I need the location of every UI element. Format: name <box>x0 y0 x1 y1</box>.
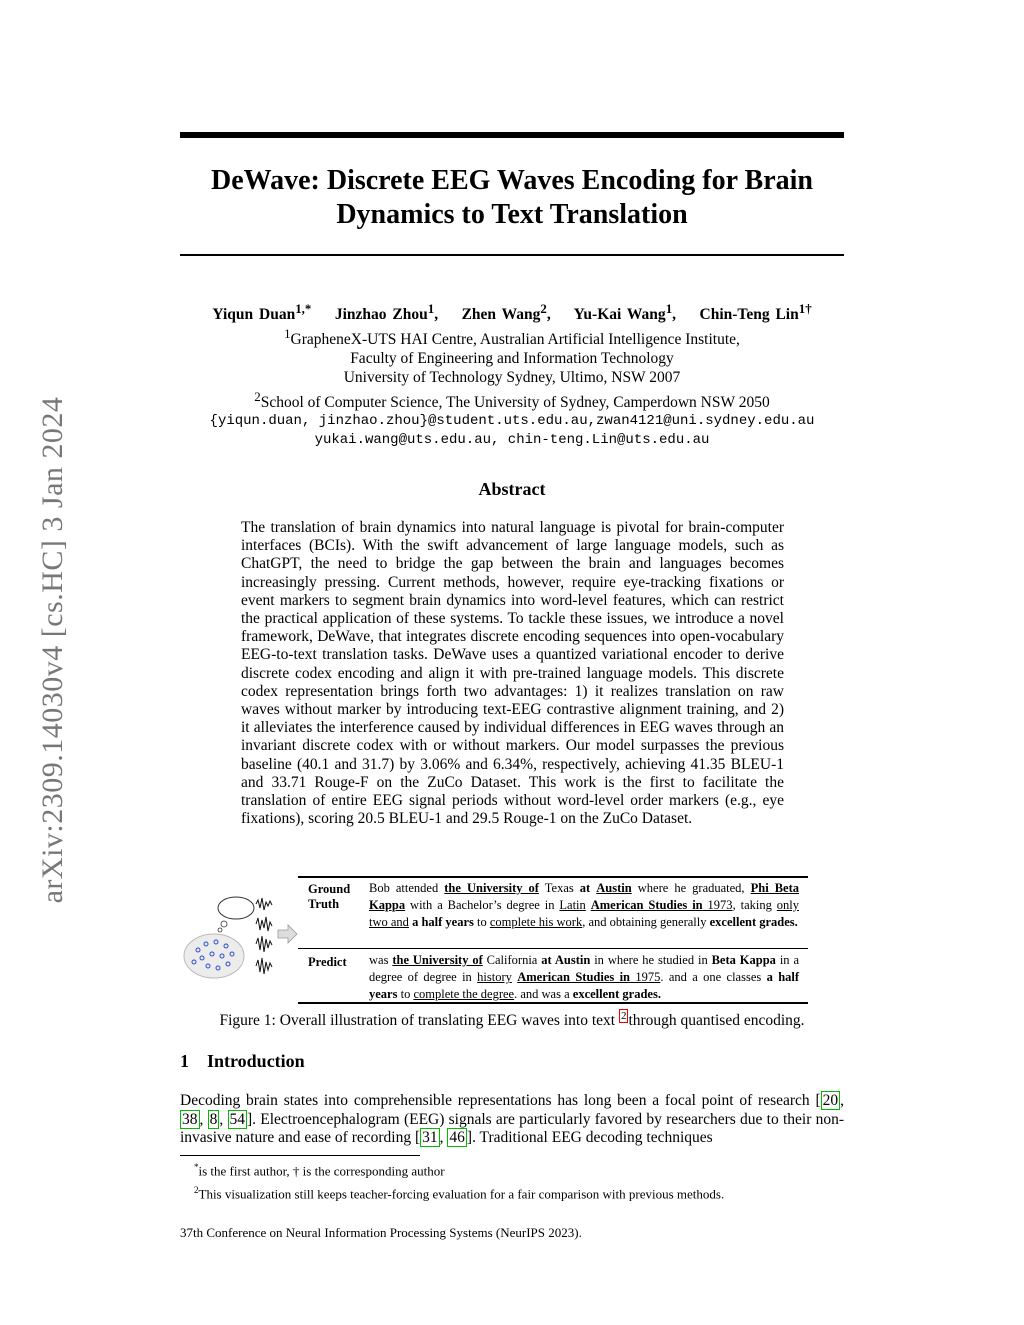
predict-label: Predict <box>308 955 347 969</box>
affiliation-1c: University of Technology Sydney, Ultimo, NSW 2007 <box>343 369 681 387</box>
author-affil-mark: 1,* <box>295 301 312 316</box>
arxiv-identifier: arXiv:2309.14030v4 [cs.HC] 3 Jan 2024 <box>36 396 69 904</box>
affiliation-2: $^2$School of Computer Science, The University of Sydney, Camperdown NSW 2050 <box>254 389 770 412</box>
brain-icon <box>184 934 244 978</box>
venue-footer: 37th Conference on Neural Information Processing Systems (NeurIPS 2023). <box>180 1225 582 1240</box>
footnote-link[interactable]: 2 <box>620 1010 627 1022</box>
thought-bubble-icon <box>218 897 254 932</box>
citation-link[interactable]: 31 <box>422 1129 438 1146</box>
figure-1 <box>180 872 844 1007</box>
eeg-brain-illustration <box>180 884 300 994</box>
section-number: 1 <box>180 1051 189 1071</box>
abstract-body: The translation of brain dynamics into natural language is pivotal for brain-computer interfaces (BCIs). With the swift advancement of large language models, such as ChatGPT, the need to bridge the gap between the brain and languages becomes increasingly pressing. Current methods, however, require eye-tracking fixations or event markers to segment brain dynamics into word-level features, which can restrict the practical application of these systems. To tackle these issues, we introduce a novel framework, DeWave, that integrates discrete encoding sequences into open-vocabulary EEG-to-text translation tasks. DeWave uses a quantized variational encoder to derive discrete codex encoding and align it with pre-trained language models. This discrete codex representation brings forth two advantages: 1) it realizes translation on raw waves without marker by introducing text-EEG contrastive alignment training, and 2) it alleviates the interference caused by individual differences in EEG waves through an invariant discrete codex with or without markers. Our model surpasses the previous baseline (40.1 and 31.7) by 3.06% and 6.34%, respectively, achieving 41.35 BLEU-1 and 33.71 Rouge-F on the ZuCo Dataset. This work is the first to facilitate the translation of entire EEG signal periods without word-level order markers (e.g., eye fixations), scoring 20.5 BLEU-1 and 29.5 Rouge-1 on the ZuCo Dataset. <box>241 519 784 828</box>
title-bottom-rule <box>180 254 844 256</box>
author-emails-2: yukai.wang@uts.edu.au, chin-teng.Lin@uts.edu.au <box>314 432 710 449</box>
introduction-paragraph: Decoding brain states into comprehensible representations has long been a focal point of research [ 20 , 38 , 8 , 54 ]. Electroencephalogram (EEG) signals are particularly favored by researchers due to their non-invasive nature and ease of recording [ 31 , 46 ]. Traditional EEG decoding techniques <box>180 1092 845 1146</box>
author-name: Yu-Kai Wang <box>573 306 666 324</box>
citation-link[interactable]: 38 <box>182 1110 198 1128</box>
author-name: Yiqun Duan <box>212 306 296 324</box>
title-top-rule <box>180 132 844 138</box>
predict-text: was the University of California at Austin in where he studied in Beta Kappa in a degree of degree in history American Studies in 1975. and a one classes a half years to complete the degree. and was a excellent grades. <box>369 953 800 1001</box>
section-heading <box>180 1051 305 1072</box>
abstract-heading: Abstract <box>478 479 546 499</box>
author-affil-mark: 2 <box>540 301 547 316</box>
author-affil-mark: 1 <box>665 301 673 316</box>
citation-link[interactable]: 54 <box>229 1110 245 1128</box>
author-name: Chin-Teng Lin <box>699 306 799 324</box>
section-title: Introduction <box>207 1051 305 1071</box>
author-affil-mark: 1 <box>427 301 435 316</box>
footnotes <box>194 1158 844 1204</box>
ground-truth-text: Bob attended the University of Texas at Austin where he graduated, Phi Beta Kappa with a Bachelor’s degree in Latin American Studies in 1973, taking only two and a half years to complete his work, and obtaining generally excellent grades. <box>369 881 800 929</box>
eeg-waves-icon <box>256 898 272 974</box>
title-line-2: Dynamics to Text Translation <box>336 199 688 230</box>
author-emails-1: {yiqun.duan, jinzhao.zhou}@student.uts.edu.au,zwan4121@uni.sydney.edu.au <box>209 413 815 430</box>
ground-truth-label: Ground Truth <box>308 882 351 911</box>
author-affil-mark: 1† <box>798 301 812 316</box>
citation-link[interactable]: 46 <box>449 1129 465 1146</box>
author-names: Yiqun Duan$^{1,*}$ Jinzhao Zhou$^1$, Zhen Wang$^2$, Yu-Kai Wang$^1$, Chin-Teng Lin$^{1\dagger}$ <box>212 301 812 324</box>
footnote-2: $^2$This visualization still keeps teacher-forcing evaluation for a fair comparison with previous methods. <box>194 1184 725 1202</box>
affiliation-1: $^1$GrapheneX-UTS HAI Centre, Australian Artificial Intelligence Institute, <box>284 326 740 349</box>
footnote-1: *is the first author, † is the corresponding author <box>194 1162 445 1179</box>
paper-title <box>180 164 844 232</box>
arrow-right-icon <box>278 925 297 943</box>
citation-link[interactable]: 20 <box>822 1092 839 1109</box>
author-name: Jinzhao Zhou <box>334 306 428 324</box>
table-top-rule <box>298 876 808 878</box>
author-name: Zhen Wang <box>461 306 541 324</box>
table-mid-rule <box>298 948 808 949</box>
footnote-rule <box>180 1155 420 1156</box>
table-bottom-rule <box>298 1002 808 1004</box>
affiliation-1b: Faculty of Engineering and Information Technology <box>350 350 674 368</box>
title-line-1: DeWave: Discrete EEG Waves Encoding for Brain <box>211 165 813 196</box>
author-block <box>180 299 844 450</box>
figure-caption: Figure 1: Overall illustration of translating EEG waves into text $^2$ through quantised encoding. <box>219 1010 805 1030</box>
citation-link[interactable]: 8 <box>209 1110 218 1128</box>
